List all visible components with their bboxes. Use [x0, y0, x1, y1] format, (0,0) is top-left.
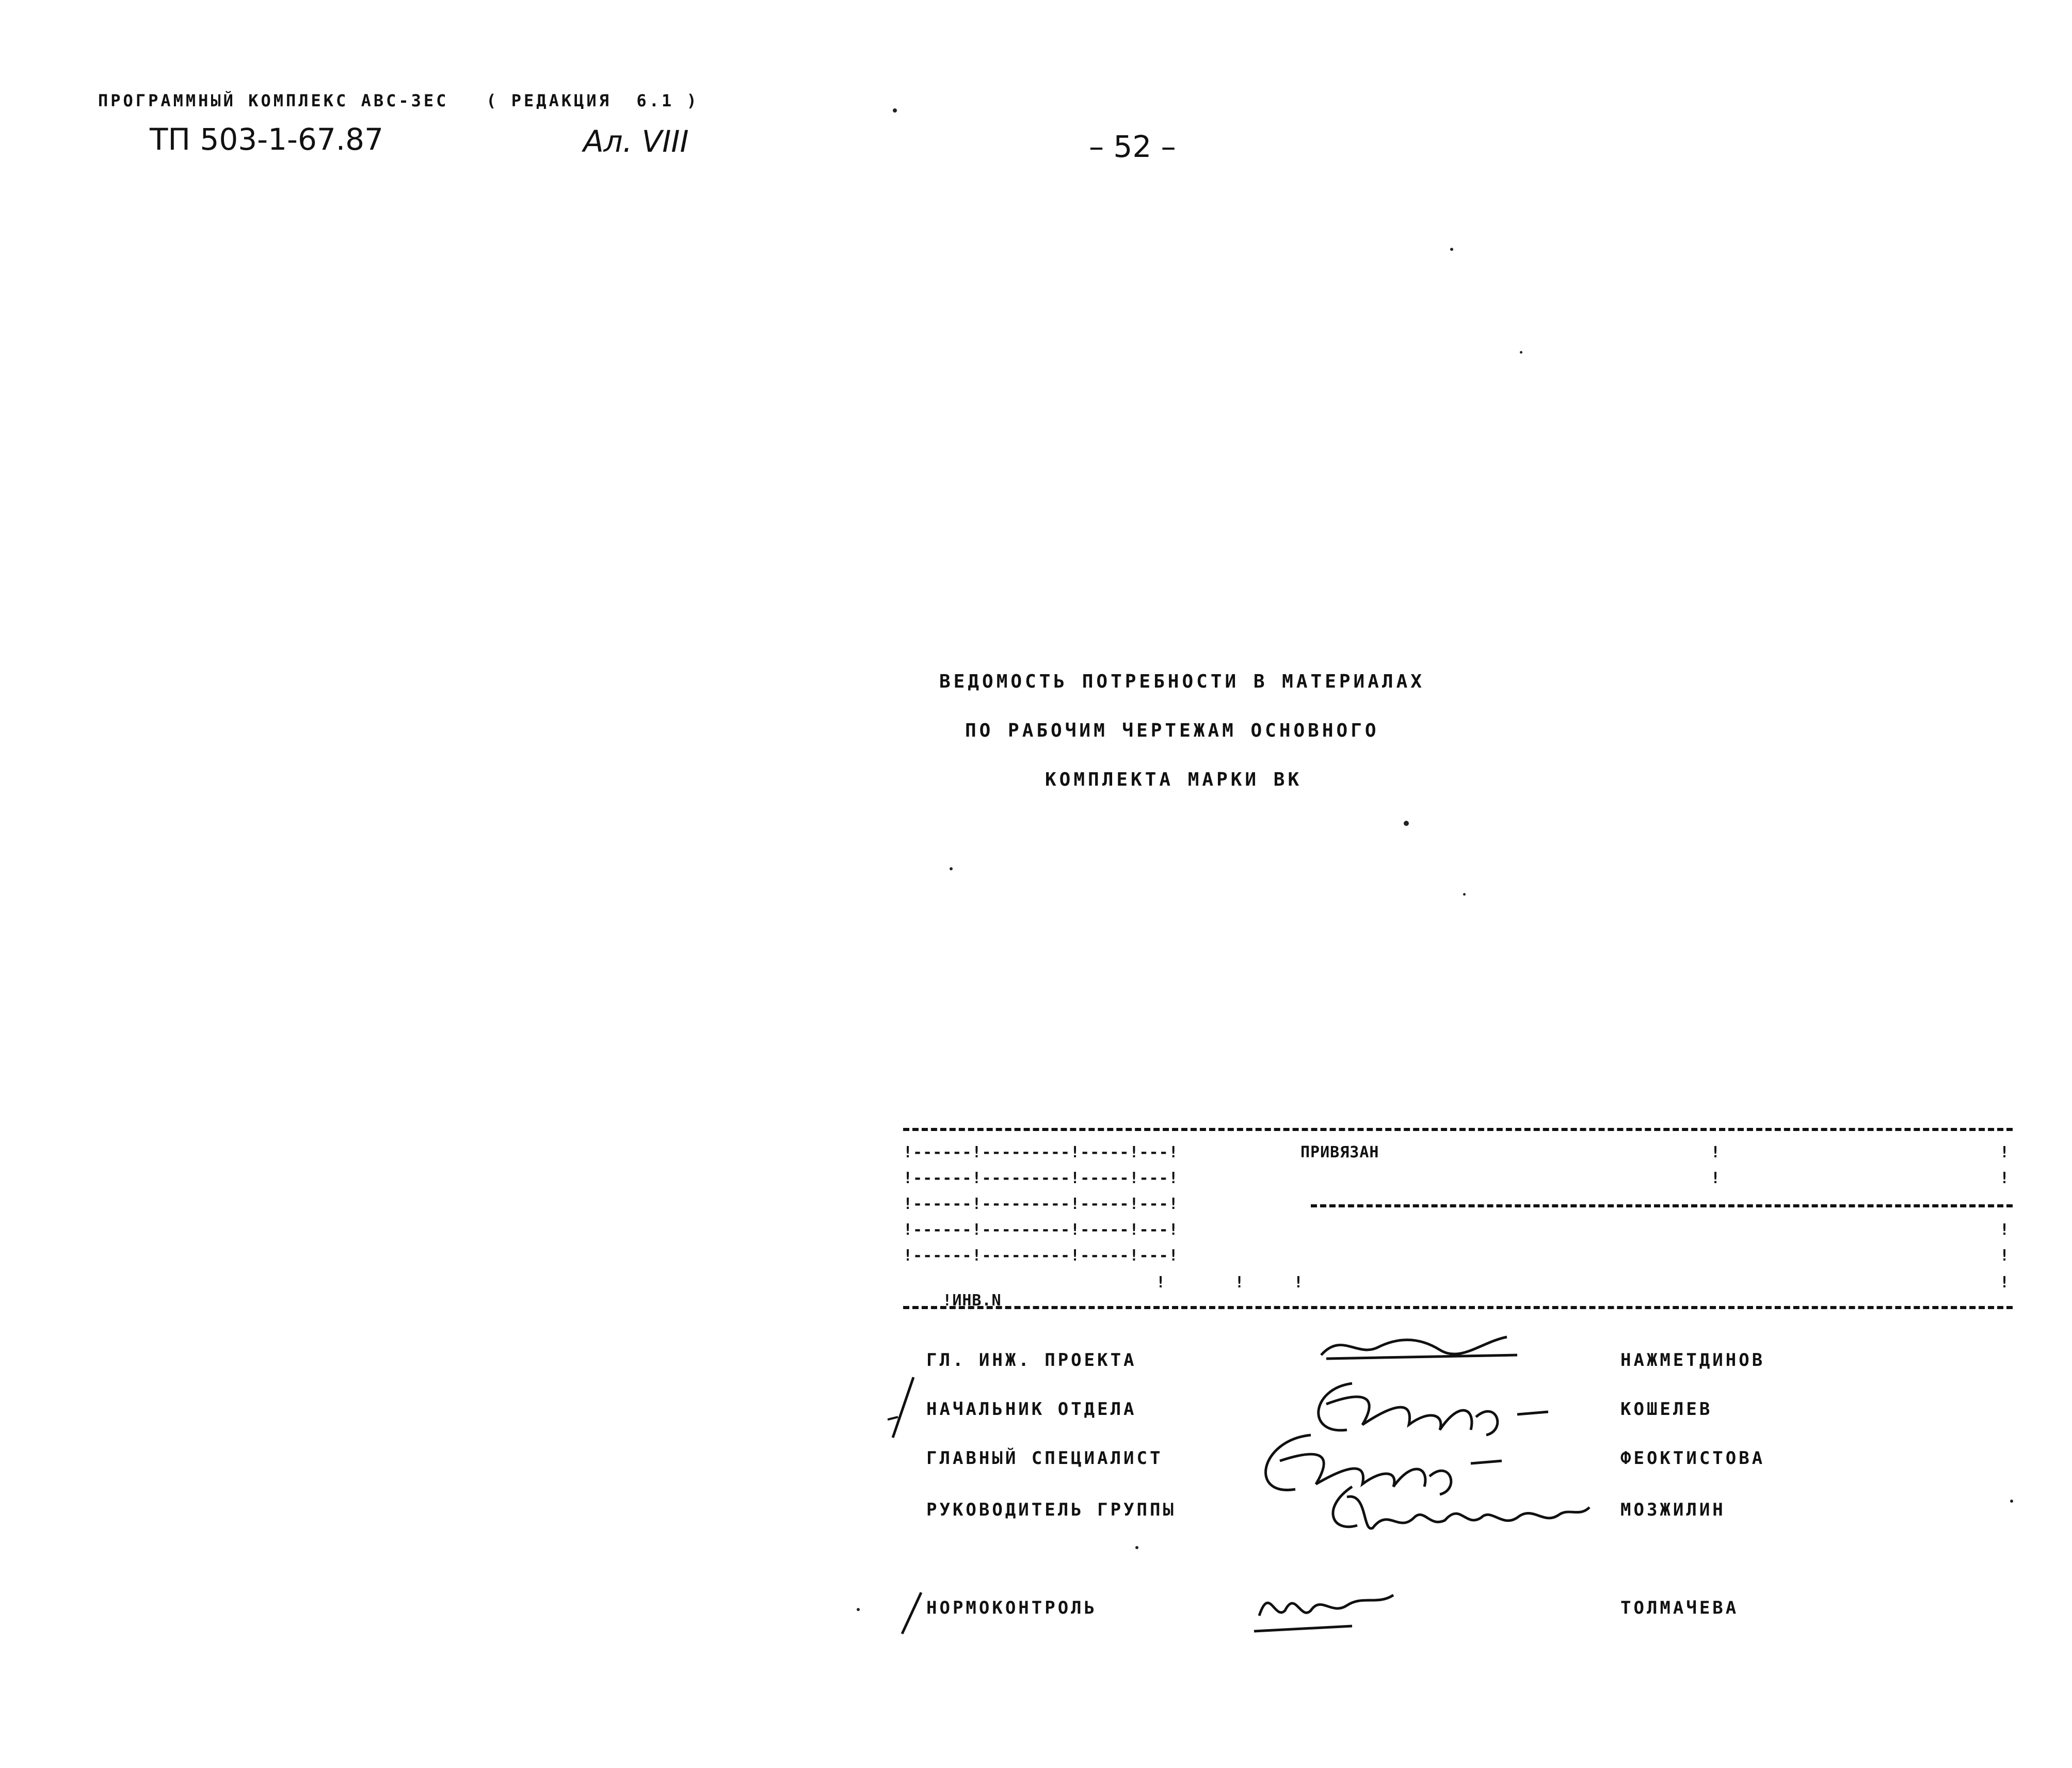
stamp-grid-marks: !: [2000, 1169, 2010, 1187]
page-number: – 52 –: [1089, 129, 1176, 164]
scan-speck: [2010, 1500, 2013, 1503]
stamp-grid-row: !------!---------!-----!---!: [903, 1247, 1179, 1265]
stamp-divider-rule: [1311, 1204, 2013, 1207]
stamp-top-rule: [903, 1128, 2013, 1131]
stamp-grid-marks: !: [2000, 1273, 2010, 1292]
signer-role: РУКОВОДИТЕЛЬ ГРУППЫ: [926, 1500, 1176, 1520]
signer-name: ФЕОКТИСТОВА: [1620, 1448, 1765, 1469]
handwritten-signature: [1321, 1476, 1600, 1540]
project-code: ТП 503-1-67.87: [150, 122, 383, 157]
album-number: Ал. VIII: [583, 124, 689, 159]
stamp-grid-marks: !: [2000, 1247, 2010, 1265]
scan-speck: [893, 108, 897, 113]
scan-speck: [1520, 351, 1522, 354]
stamp-grid-marks: !: [2000, 1143, 2010, 1161]
stamp-grid-marks: !: [2000, 1221, 2010, 1239]
stamp-grid-row: !------!---------!-----!---!: [903, 1169, 1179, 1187]
stamp-grid-row: !------!---------!-----!---!: [903, 1221, 1179, 1239]
stamp-grid-row: !------!---------!-----!---!: [903, 1195, 1179, 1213]
stamp-grid-row: !------!---------!-----!---!: [903, 1143, 1179, 1161]
handwritten-signature: [1311, 1327, 1528, 1370]
check-slash-mark: [888, 1373, 919, 1442]
scan-speck: [1450, 248, 1453, 251]
scan-speck: [1463, 893, 1466, 896]
signer-name: МОЗЖИЛИН: [1620, 1500, 1726, 1520]
stamp-inv-row: !ИНВ.N: [942, 1292, 1002, 1310]
signer-name: НАЖМЕТДИНОВ: [1620, 1350, 1765, 1371]
stamp-bottom-rule: [903, 1306, 2013, 1309]
stamp-grid-marks: !: [1711, 1169, 1721, 1187]
bound-label: ПРИВЯЗАН: [1300, 1143, 1379, 1161]
document-title-line-1: ВЕДОМОСТЬ ПОТРЕБНОСТИ В МАТЕРИАЛАХ: [939, 671, 1425, 692]
stamp-table: [903, 1123, 2013, 1314]
check-slash-mark: [898, 1590, 924, 1638]
stamp-grid-marks: !: [1711, 1143, 1721, 1161]
signer-role: ГЛАВНЫЙ СПЕЦИАЛИСТ: [926, 1448, 1163, 1469]
signer-name: КОШЕЛЕВ: [1620, 1399, 1713, 1420]
scan-speck: [950, 867, 953, 870]
signer-role: ГЛ. ИНЖ. ПРОЕКТА: [926, 1350, 1137, 1371]
stamp-grid-marks: ! ! !: [1156, 1273, 1304, 1292]
inventory-number-label: ИНВ.N: [952, 1292, 1002, 1310]
document-title-line-2: ПО РАБОЧИМ ЧЕРТЕЖАМ ОСНОВНОГО: [965, 720, 1379, 741]
signer-role: НОРМОКОНТРОЛЬ: [926, 1598, 1098, 1618]
handwritten-signature: [1249, 1580, 1404, 1638]
scan-speck: [857, 1608, 860, 1611]
scan-speck: [1404, 821, 1409, 826]
signer-name: ТОЛМАЧЕВА: [1620, 1598, 1739, 1618]
scan-speck: [1135, 1546, 1138, 1549]
document-title-line-3: КОМПЛЕКТА МАРКИ ВК: [1045, 769, 1303, 790]
signer-role: НАЧАЛЬНИК ОТДЕЛА: [926, 1399, 1137, 1420]
program-header-line: ПРОГРАММНЫЙ КОМПЛЕКС АВС-ЗЕС ( РЕДАКЦИЯ 6.1 ): [98, 91, 699, 110]
